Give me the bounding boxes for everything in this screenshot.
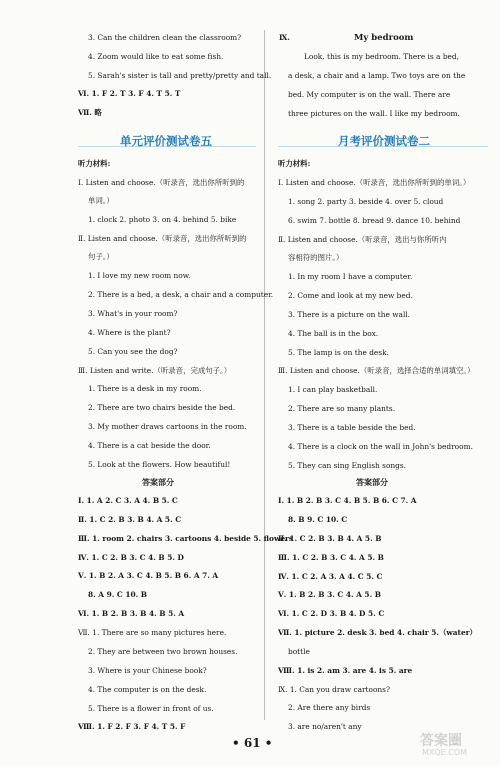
- text-line: 2. There are so many plants.: [288, 404, 396, 413]
- answer-line: Ⅵ. 1. B 2. B 3. B 4. B 5. A: [78, 609, 185, 618]
- text-line: 5. The lamp is on the desk.: [288, 348, 389, 357]
- text-line: 3. Can the children clean the classroom?: [88, 33, 242, 42]
- text-line: 4. There is a clock on the wall in John's bedroom.: [288, 442, 473, 451]
- watermark-text: 答案圈: [420, 733, 462, 749]
- answer-line: 3. are no/aren't any: [288, 722, 362, 731]
- text-line: Ⅱ. Listen and choose.（听录音，选出与你所听内: [278, 235, 447, 244]
- answer-line: Ⅶ. 略: [78, 108, 102, 117]
- text-line: 4. The ball is in the box.: [288, 329, 379, 338]
- text-line: 3. There is a picture on the wall.: [288, 310, 411, 319]
- answer-line: Ⅷ. 1. F 2. F 3. F 4. T 5. F: [78, 722, 186, 731]
- text-line: 容相符的图片。）: [288, 253, 344, 262]
- passage-title: My bedroom: [354, 33, 414, 43]
- answer-line: Ⅳ. 1. C 2. B 3. C 4. B 5. D: [78, 553, 184, 562]
- text-line: 5. Can you see the dog?: [88, 347, 178, 356]
- answer-line: 4. The computer is on the desk.: [88, 685, 207, 694]
- answer-line: 3. Where is your Chinese book?: [88, 666, 207, 675]
- answer-line: Ⅵ. 1. F 2. T 3. F 4. T 5. T: [78, 89, 181, 98]
- text-line: 2. There is a bed, a desk, a chair and a computer.: [88, 290, 274, 299]
- text-line: Ⅲ. Listen and choose.（听录音，选择合适的单词填空。）: [278, 366, 475, 375]
- page-number: • 61 •: [232, 736, 273, 750]
- text-line: 3. My mother draws cartoons in the room.: [88, 422, 247, 431]
- text-line: 3. There is a table beside the bed.: [288, 423, 416, 432]
- answer-line: 2. Are there any birds: [288, 703, 371, 712]
- text-line: 2. Come and look at my new bed.: [288, 291, 413, 300]
- answer-line: Ⅶ. 1. There are so many pictures here.: [78, 628, 227, 637]
- text-line: Ⅰ. Listen and choose.（听录音，选出你所听到的单词。）: [278, 178, 471, 187]
- text-line: 4. There is a cat beside the door.: [88, 441, 211, 450]
- text-line: 1. In my room I have a computer.: [288, 272, 413, 281]
- answer-line: Ⅵ. 1. C 2. D 3. B 4. D 5. C: [278, 609, 385, 618]
- text-line: 6. swim 7. bottle 8. bread 9. dance 10. behind: [288, 216, 461, 225]
- text-line: 2. There are two chairs beside the bed.: [88, 403, 236, 412]
- answer-line: Ⅴ. 1. B 2. B 3. C 4. A 5. B: [278, 590, 381, 599]
- answer-line: 5. There is a flower in front of us.: [88, 704, 214, 713]
- answer-line: Ⅶ. 1. picture 2. desk 3. bed 4. chair 5.（water）: [278, 628, 477, 637]
- answer-line: Ⅸ. 1. Can you draw cartoons?: [278, 685, 390, 694]
- text-line: 4. Zoom would like to eat some fish.: [88, 52, 224, 61]
- answer-line: 8. A 9. C 10. B: [88, 590, 148, 599]
- answer-line: Ⅰ. 1. A 2. C 3. A 4. B 5. C: [78, 496, 178, 505]
- answer-line: bottle: [288, 647, 310, 656]
- section-title: 月考评价测试卷二: [338, 134, 430, 148]
- text-line: 1. I can play basketball.: [288, 385, 378, 394]
- text-line: 单词。）: [88, 196, 114, 205]
- answer-line: Ⅱ. 1. C 2. B 3. B 4. A 5. B: [278, 534, 382, 543]
- text-line: 1. There is a desk in my room.: [88, 384, 202, 393]
- text-line: 5. Sarah's sister is tall and pretty/pretty and tall.: [88, 71, 272, 80]
- text-line: Ⅱ. Listen and choose.（听录音，选出你所听到的: [78, 234, 247, 243]
- answer-line: 2. They are between two brown houses.: [88, 647, 238, 656]
- listening-label: 听力材料:: [278, 159, 311, 168]
- text-line: 4. Where is the plant?: [88, 328, 171, 337]
- answer-line: Ⅲ. 1. room 2. chairs 3. cartoons 4. beside 5. flowers: [78, 534, 294, 543]
- answer-heading: 答案部分: [356, 478, 388, 487]
- answer-line: Ⅰ. 1. B 2. B 3. C 4. B 5. B 6. C 7. A: [278, 496, 417, 505]
- answer-line: Ⅱ. 1. C 2. B 3. B 4. A 5. C: [78, 515, 182, 524]
- section-title: 单元评价测试卷五: [120, 134, 212, 148]
- watermark-url: MXQE.COM: [422, 748, 468, 757]
- watermark-logo: [414, 730, 494, 760]
- answer-line: Ⅲ. 1. C 2. B 3. C 4. A 5. B: [278, 553, 384, 562]
- section-label: Ⅸ.: [279, 33, 290, 42]
- answer-line: 8. B 9. C 10. C: [288, 515, 348, 524]
- passage-line: Look, this is my bedroom. There is a bed,: [304, 52, 459, 61]
- answer-line: Ⅴ. 1. B 2. A 3. C 4. B 5. B 6. A 7. A: [78, 571, 219, 580]
- answer-heading: 答案部分: [142, 478, 174, 487]
- text-line: Ⅲ. Listen and write.（听录音，完成句子。）: [78, 366, 232, 375]
- passage-line: three pictures on the wall. I like my bedroom.: [288, 109, 460, 118]
- passage-line: bed. My computer is on the wall. There are: [288, 90, 451, 99]
- text-line: 1. I love my new room now.: [88, 271, 191, 280]
- text-line: Ⅰ. Listen and choose.（听录音，选出你所听到的: [78, 178, 245, 187]
- passage-line: a desk, a chair and a lamp. Two toys are on the: [288, 71, 466, 80]
- answer-line: Ⅳ. 1. C 2. A 3. A 4. C 5. C: [278, 572, 383, 581]
- answer-line: Ⅷ. 1. is 2. am 3. are 4. is 5. are: [278, 666, 413, 675]
- text-line: 句子。）: [88, 252, 114, 261]
- text-line: 5. They can sing English songs.: [288, 461, 407, 470]
- column-divider: [264, 30, 265, 720]
- text-line: 1. song 2. party 3. beside 4. over 5. cloud: [288, 197, 444, 206]
- text-line: 5. Look at the flowers. How beautiful!: [88, 460, 231, 469]
- text-line: 1. clock 2. photo 3. on 4. behind 5. bike: [88, 215, 237, 224]
- listening-label: 听力材料:: [78, 159, 111, 168]
- text-line: 3. What's in your room?: [88, 309, 178, 318]
